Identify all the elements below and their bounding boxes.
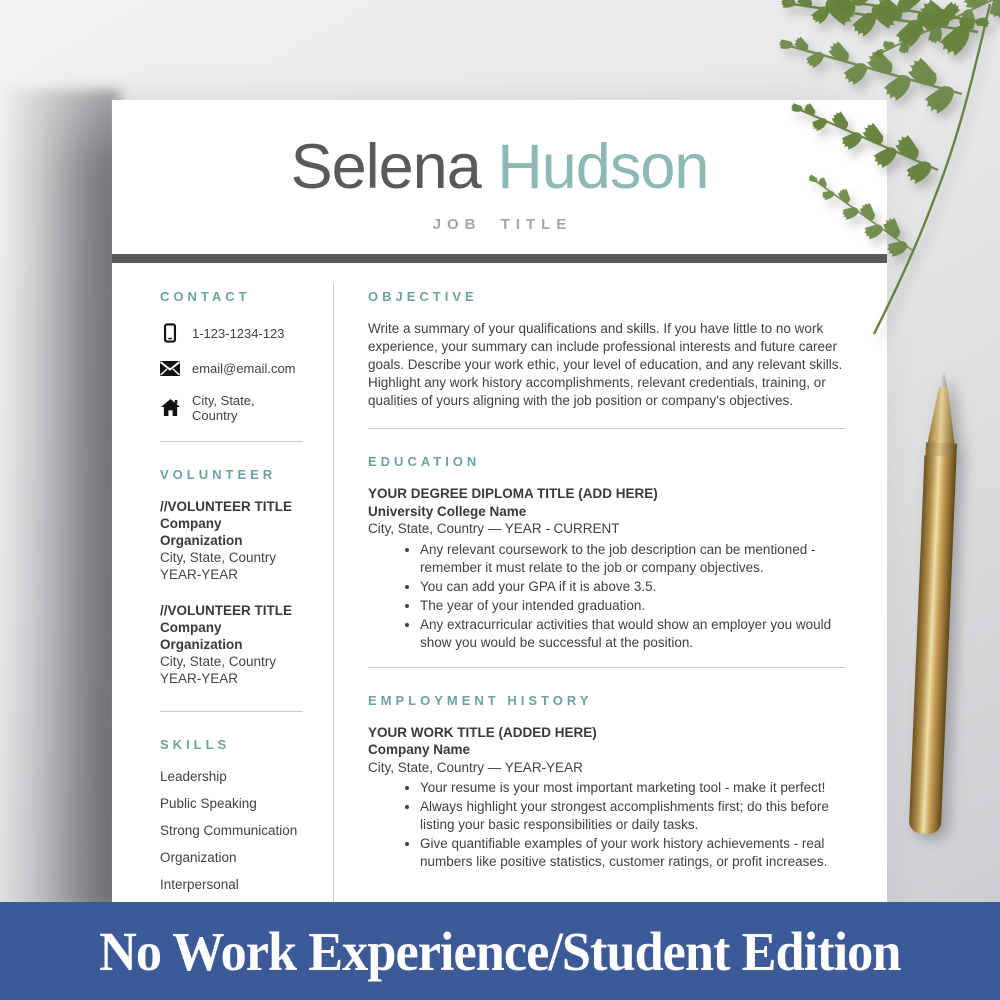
- volunteer-section: [160, 467, 303, 712]
- volunteer-title: //VOLUNTEER TITLE: [160, 603, 293, 618]
- employment-heading: EMPLOYMENT HISTORY: [368, 692, 593, 708]
- degree-title: YOUR DEGREE DIPLOMA TITLE (ADD HERE): [368, 486, 658, 501]
- employment-bullet: • Your resume is your most important marketing tool - make it perfect!: [420, 779, 845, 797]
- volunteer-entry: [160, 498, 303, 583]
- education-heading: EDUCATION: [368, 454, 481, 469]
- skill-item: Interpersonal: [160, 877, 239, 892]
- fern-branches: [770, 0, 1000, 334]
- section-divider: [160, 441, 303, 442]
- volunteer-organization: Company Organization: [160, 516, 243, 548]
- volunteer-location: City, State, Country: [160, 654, 277, 669]
- section-divider: [368, 428, 845, 429]
- education-bullet: • Any extracurricular activities that would show an employer you would show you would be successful at the position.: [420, 616, 845, 652]
- education-location: City, State, Country — YEAR - CURRENT: [368, 521, 620, 536]
- pen-cone: [928, 386, 957, 443]
- skill-item: Public Speaking: [160, 796, 257, 811]
- home-icon: [160, 398, 180, 418]
- resume-body: [112, 263, 887, 923]
- job-title: JOB TITLE: [432, 216, 573, 233]
- skill-item: Leadership: [160, 769, 227, 784]
- edition-banner: [0, 902, 1000, 1000]
- education-bullet: • The year of your intended graduation.: [420, 597, 845, 615]
- education-bullet: • You can add your GPA if it is above 3.5.: [420, 578, 845, 596]
- pen-barrel: [909, 455, 957, 834]
- skill-item: Strong Communication: [160, 823, 298, 838]
- skill-item: Organization: [160, 850, 237, 865]
- volunteer-title: //VOLUNTEER TITLE: [160, 499, 293, 514]
- phone-icon: [160, 323, 180, 343]
- skills-section: [160, 737, 303, 919]
- contact-email: email@email.com: [192, 360, 296, 376]
- skills-heading: SKILLS: [160, 737, 231, 752]
- volunteer-heading: VOLUNTEER: [160, 467, 277, 482]
- skills-list: [160, 769, 303, 919]
- education-bullet: • Any relevant coursework to the job description can be mentioned - remember it must relate to the job or company objectives.: [420, 541, 845, 577]
- volunteer-location: City, State, Country: [160, 550, 277, 565]
- gold-pen: [903, 371, 966, 834]
- volunteer-organization: Company Organization: [160, 620, 243, 652]
- first-name: Selena: [290, 132, 481, 202]
- section-divider: [160, 711, 303, 712]
- objective-heading: OBJECTIVE: [368, 289, 478, 304]
- contact-address: City, State, Country: [192, 393, 255, 423]
- employment-location: City, State, Country — YEAR-YEAR: [368, 759, 583, 775]
- objective-text: Write a summary of your qualifications and skills. If you have little to no work experience, your summary can include professional interests and future career goals. Describe your work ethic, your level of education, and any relevant skills. Highlight any work history accomplishments, relevant credentials, training, or qualities of yours aligning with the job position or company's objectives.: [368, 321, 843, 408]
- volunteer-entry: [160, 602, 303, 687]
- section-divider: [368, 667, 845, 668]
- volunteer-years: YEAR-YEAR: [160, 567, 239, 582]
- fern-plant: [714, 0, 1000, 344]
- email-icon: [160, 358, 180, 378]
- employment-section: [368, 693, 845, 872]
- contact-phone: 1-123-1234-123: [192, 325, 285, 341]
- contact-row-phone: [160, 323, 303, 343]
- school-name: University College Name: [368, 503, 527, 519]
- pen-band: [925, 442, 957, 456]
- education-section: [368, 454, 845, 668]
- employment-bullet: • Always highlight your strongest accomplishments first; do this before listing your basic responsibilities or daily tasks.: [420, 798, 845, 834]
- page-shadow: [0, 90, 120, 910]
- employment-bullets: [368, 779, 845, 871]
- employment-bullet: • Give quantifiable examples of your work history achievements - real numbers like positive statistics, customer ratings, or profit increases.: [420, 835, 845, 871]
- contact-row-email: [160, 358, 303, 378]
- education-bullets: [368, 541, 845, 652]
- edition-banner-label: No Work Experience/Student Edition: [99, 920, 901, 982]
- volunteer-years: YEAR-YEAR: [160, 671, 239, 686]
- contact-heading: CONTACT: [160, 289, 251, 304]
- last-name: Hudson: [497, 132, 709, 202]
- contact-section: [160, 289, 303, 442]
- contact-row-address: [160, 393, 303, 423]
- right-column: [334, 263, 887, 923]
- pen-nib: [939, 372, 949, 387]
- left-column: [112, 263, 333, 923]
- work-title: YOUR WORK TITLE (ADDED HERE): [368, 724, 597, 740]
- company-name: Company Name: [368, 742, 471, 757]
